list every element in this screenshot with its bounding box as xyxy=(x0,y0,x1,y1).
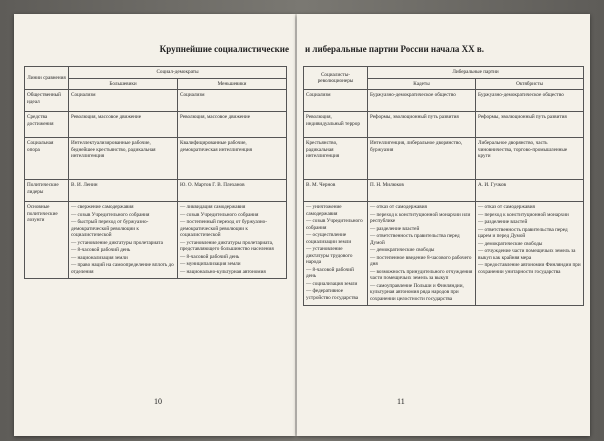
list-item: — постепенное введение 8-часового рабочего дня xyxy=(370,254,472,267)
cell-sr: Революция, индивидуальный террор xyxy=(304,112,368,138)
list-item: — национально-культурная автономия xyxy=(180,268,266,275)
list-item: — созыв Учредительного собрания xyxy=(180,211,259,218)
list-item: — созыв Учредительного собрания xyxy=(306,218,363,231)
cell-octobrists: Реформы, эволюционный путь развития xyxy=(476,112,584,138)
list-item: — постепенный переход от буржуазно-демократической революции к социалистической xyxy=(180,219,268,238)
cell-mensheviks: Квалифицированные рабочие, демократическая интеллигенция xyxy=(178,138,287,180)
list-item: — демократические свободы xyxy=(478,240,543,247)
list-item: — 8-часовой рабочий день xyxy=(71,247,131,253)
cell-octobrists: А. И. Гучков xyxy=(476,180,584,202)
table-row xyxy=(304,180,584,202)
group-header-liberal-parties: Либеральные партии xyxy=(368,67,584,79)
slogan-list xyxy=(180,204,284,275)
cell-octobrists: Буржуазно-демократическое общество xyxy=(476,90,584,112)
table-row xyxy=(25,180,287,202)
col-header-bolsheviks: Большевики xyxy=(69,78,178,90)
list-item: — федеративное устройство государства xyxy=(306,288,359,301)
cell-kadets: Реформы, эволюционный путь развития xyxy=(368,112,476,138)
list-item: — право наций на самоопределение вплоть до отделения xyxy=(71,262,174,275)
list-item: — уничтожение самодержавия xyxy=(306,204,342,217)
page-number: 11 xyxy=(397,397,405,406)
table-row xyxy=(304,90,584,112)
right-page xyxy=(297,14,590,436)
row-label: Общественный идеал xyxy=(25,90,69,112)
list-item: — отчуждение части помещичьих земель за выкуп как крайняя мера xyxy=(478,248,576,261)
col-header-mensheviks: Меньшевики xyxy=(178,78,287,90)
list-item: — социализация земли xyxy=(306,280,358,287)
left-comparison-table xyxy=(24,66,287,279)
row-label: Основные политические лозунги xyxy=(25,202,69,279)
cell-mensheviks xyxy=(178,202,287,279)
left-header-row xyxy=(25,67,287,79)
list-item: — установление диктатуры пролетариата, представляющего большинство населения xyxy=(180,239,274,252)
left-page-title: Крупнейшие социалистические xyxy=(159,44,289,54)
page-number: 10 xyxy=(154,397,162,406)
cell-bolsheviks: Интеллектуализированные рабочие, беднейшее крестьянство, радикальная интеллигенция xyxy=(69,138,178,180)
table-row xyxy=(304,112,584,138)
list-item: — ответственность правительства перед царем и перед Думой xyxy=(478,226,568,239)
cell-sr: Крестьянство, радикальная интеллигенция xyxy=(304,138,368,180)
table-row xyxy=(304,202,584,306)
list-item: — переход к конституционной монархии xyxy=(478,211,569,218)
list-item: — свержение самодержавия xyxy=(71,204,134,210)
list-item: — самоуправление Польши и Финляндии, культурная автономия ряда народов при сохранении целостности государства xyxy=(370,282,464,302)
col-header-kadets: Кадеты xyxy=(368,78,476,90)
row-label: Политические лидеры xyxy=(25,180,69,202)
cell-bolsheviks xyxy=(69,202,178,279)
col-header-socialist-revolutionaries: Социалисты-революционеры xyxy=(304,67,368,90)
list-item: — 8-часовой рабочий день xyxy=(180,253,240,260)
row-label: Средства достижения xyxy=(25,112,69,138)
list-item: — осуществление социализации земли xyxy=(306,232,352,245)
left-page xyxy=(14,14,295,436)
table-row xyxy=(25,138,287,180)
cell-mensheviks: Ю. О. Мартов Г. В. Плеханов xyxy=(178,180,287,202)
list-item: — установление диктатуры трудового народа xyxy=(306,246,353,265)
cell-bolsheviks: В. И. Ленин xyxy=(69,180,178,202)
list-item: — ответственность правительства перед Думой xyxy=(370,233,460,246)
right-comparison-table xyxy=(303,66,584,306)
group-header-social-democrats: Социал-демократы xyxy=(69,67,287,79)
cell-mensheviks: Социализм xyxy=(178,90,287,112)
cell-octobrists xyxy=(476,202,584,306)
list-item: — демократические свободы xyxy=(370,247,435,253)
cell-mensheviks: Революция, массовое движение xyxy=(178,112,287,138)
list-item: — созыв Учредительного собрания xyxy=(71,211,150,218)
list-item: — предоставление автономии Финляндии при сохранении унитарности государства xyxy=(478,262,581,275)
right-page-title: и либеральные партии России начала XX в. xyxy=(305,44,485,54)
list-item: — установление диктатуры пролетариата xyxy=(71,239,163,246)
list-item: — возможность принудительного отчуждения части помещичьих земель за выкуп xyxy=(370,268,473,281)
list-item: — национализация земли xyxy=(71,254,128,261)
slogan-list xyxy=(306,204,365,301)
list-item: — разделение властей xyxy=(370,225,420,232)
cell-bolsheviks: Социализм xyxy=(69,90,178,112)
col-header-comparison: Линии сравнения xyxy=(25,67,69,90)
list-item: — ликвидация самодержавия xyxy=(180,204,246,210)
list-item: — отказ от самодержавия xyxy=(370,204,427,210)
table-row xyxy=(25,90,287,112)
list-item: — разделение властей xyxy=(478,219,528,225)
cell-kadets: Буржуазно-демократическое общество xyxy=(368,90,476,112)
slogan-list xyxy=(71,204,175,275)
right-header-row xyxy=(304,67,584,79)
list-item: — быстрый переход от буржуазно-демократической революции к социалистической xyxy=(71,219,149,238)
table-row xyxy=(25,202,287,279)
cell-sr: В. М. Чернов xyxy=(304,180,368,202)
table-row xyxy=(304,138,584,180)
list-item: — отказ от самодержавия xyxy=(478,204,535,210)
col-header-octobrists: Октябристы xyxy=(476,78,584,90)
list-item: — муниципализация земли xyxy=(180,261,241,267)
cell-bolsheviks: Революция, массовое движение xyxy=(69,112,178,138)
cell-kadets: Интеллигенция, либеральное дворянство, буржуазия xyxy=(368,138,476,180)
table-row xyxy=(25,112,287,138)
list-item: — 8-часовой рабочий день xyxy=(306,266,354,279)
cell-octobrists: Либеральное дворянство, часть чиновничества, торгово-промышленные круги xyxy=(476,138,584,180)
list-item: — переход к конституционной монархии или республике xyxy=(370,211,471,224)
cell-sr xyxy=(304,202,368,306)
cell-kadets: П. Н. Милюков xyxy=(368,180,476,202)
cell-sr: Социализм xyxy=(304,90,368,112)
row-label: Социальная опора xyxy=(25,138,69,180)
slogan-list xyxy=(478,204,581,275)
cell-kadets xyxy=(368,202,476,306)
slogan-list xyxy=(370,204,473,302)
